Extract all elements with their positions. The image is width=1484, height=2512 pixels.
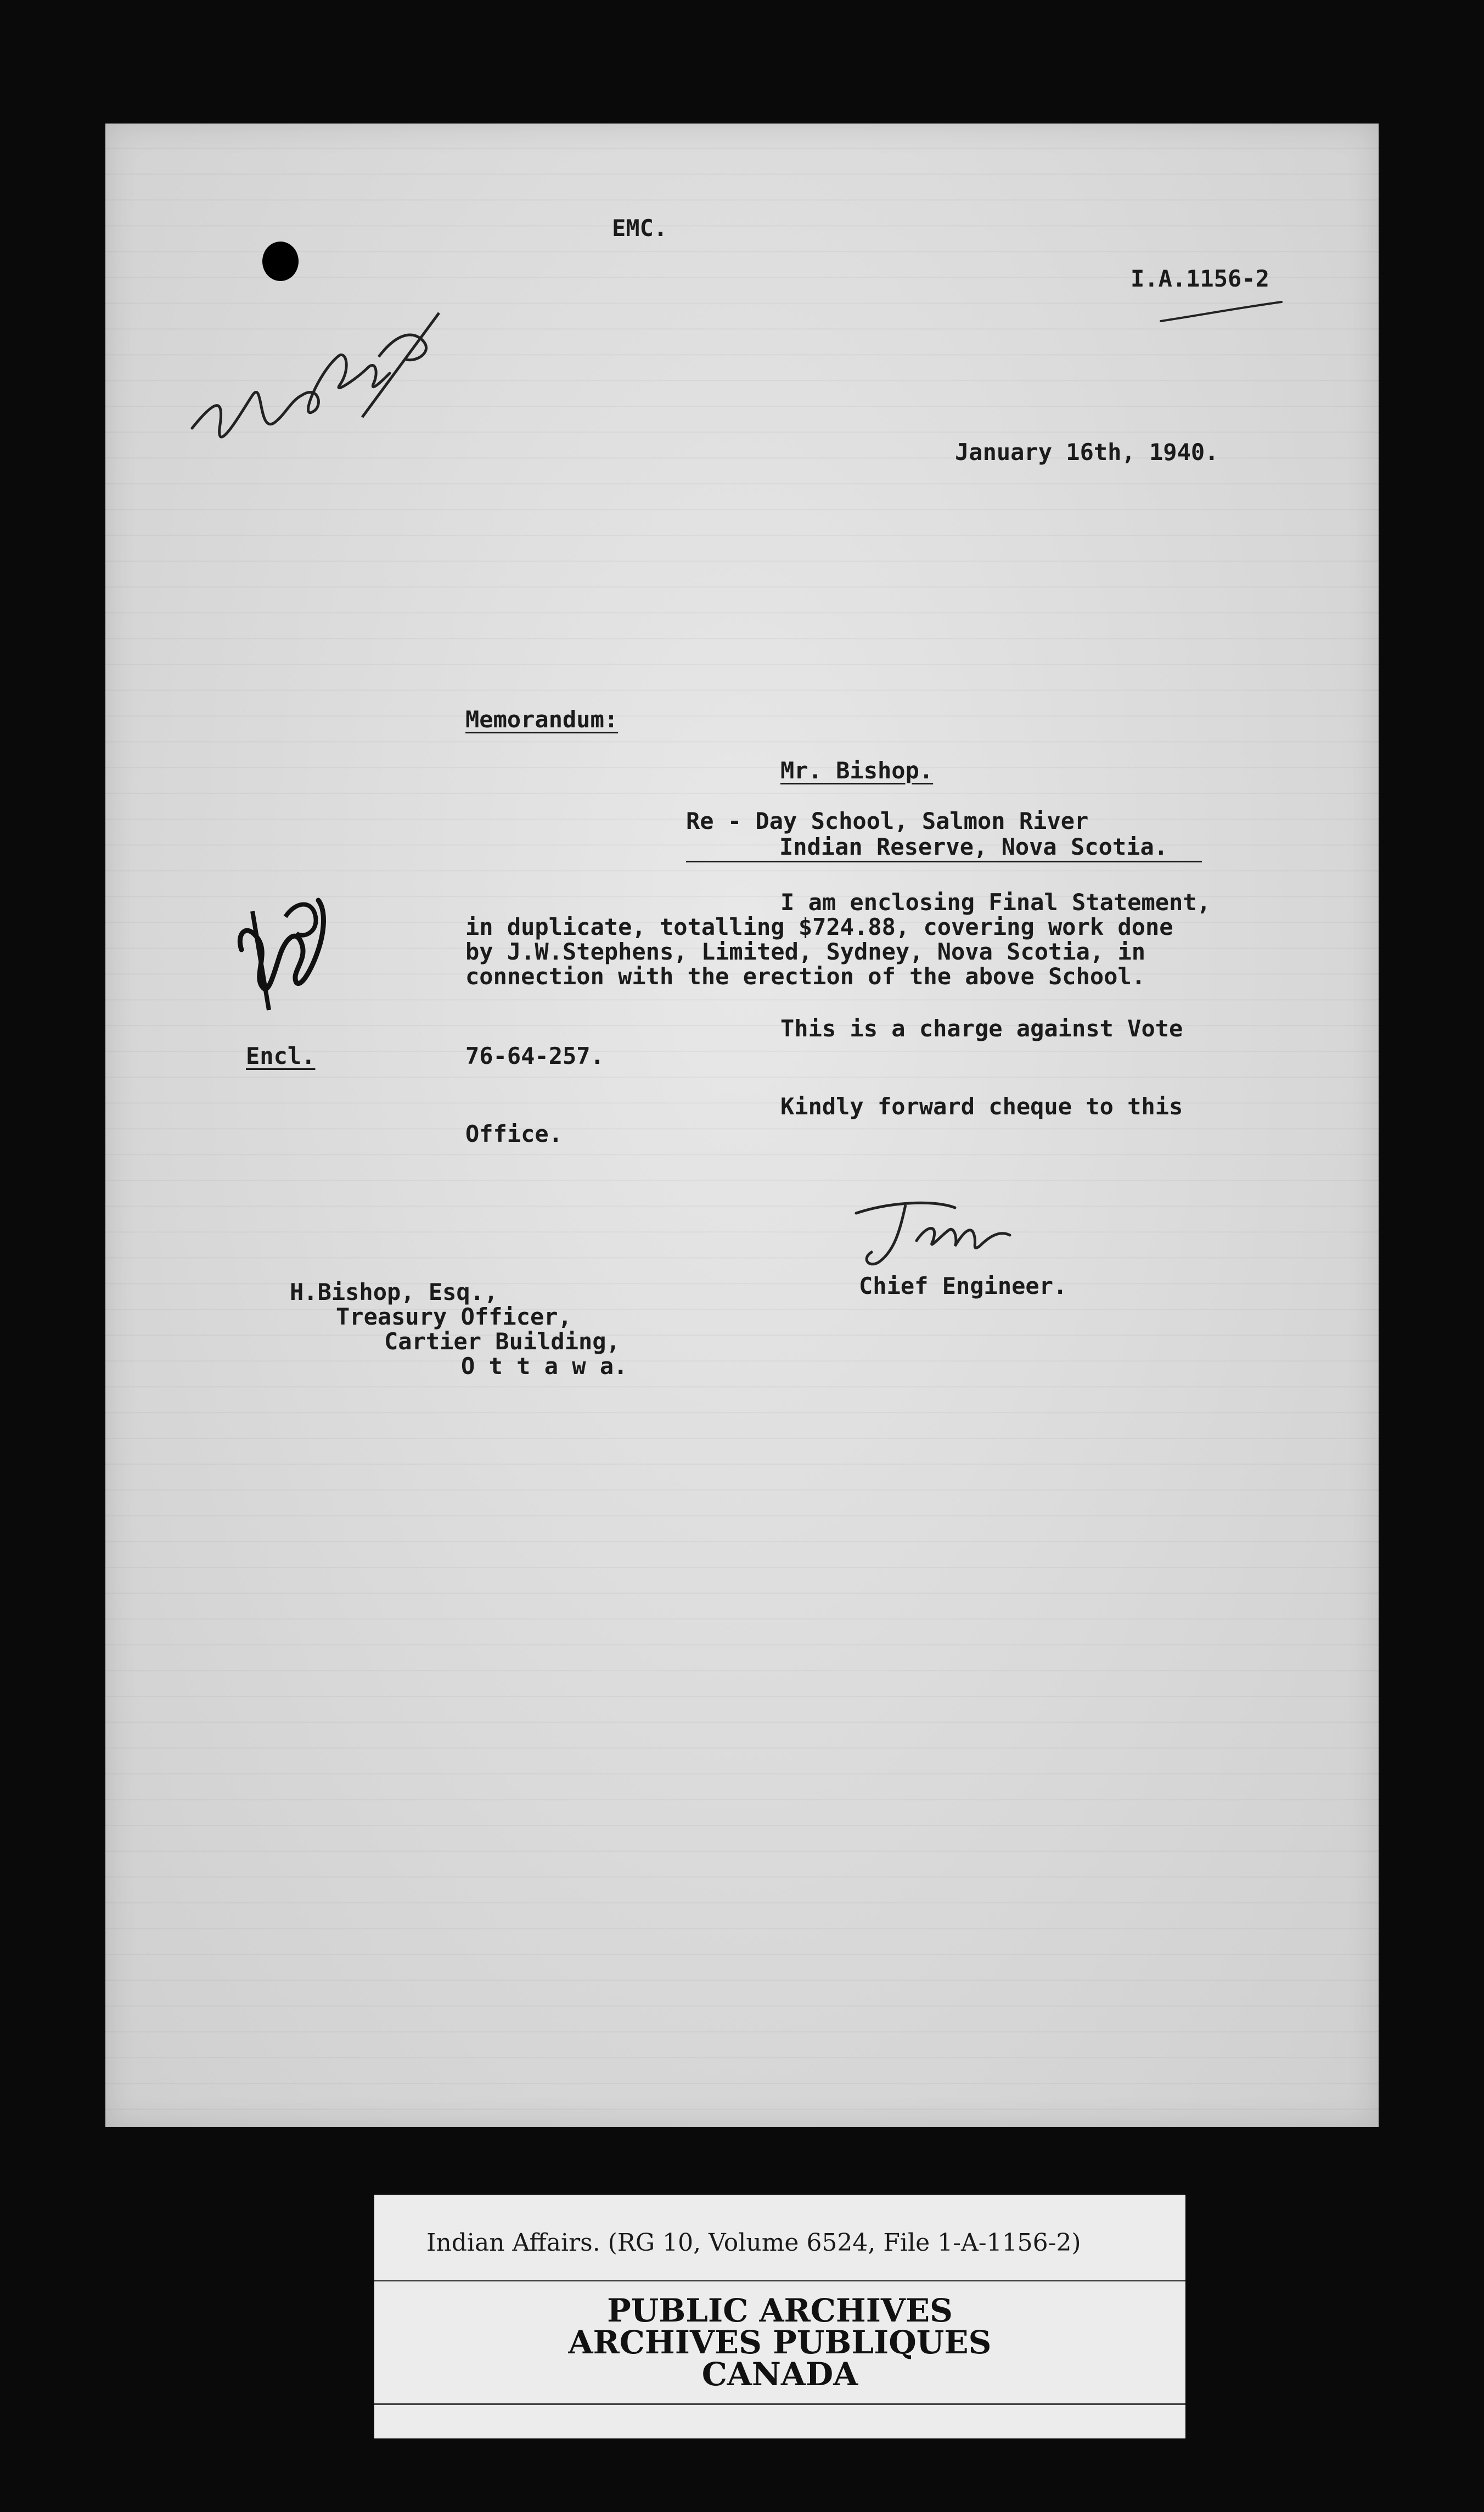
body-paragraph-1-line-3: by J.W.Stephens, Limited, Sydney, Nova Scotia, in xyxy=(465,938,1146,965)
archive-label xyxy=(374,2195,1185,2438)
handwritten-marginal-note xyxy=(231,878,340,1027)
body-paragraph-1-line-1: I am enclosing Final Statement, xyxy=(780,889,1211,916)
enclosure-note: Encl. xyxy=(246,1042,316,1069)
recipient-line-1: H.Bishop, Esq., xyxy=(290,1279,498,1305)
recipient-line-4: O t t a w a. xyxy=(461,1353,628,1380)
recipient-line-2: Treasury Officer, xyxy=(336,1303,572,1330)
archive-line-2: ARCHIVES PUBLIQUES xyxy=(568,2324,992,2361)
punch-hole xyxy=(262,242,299,281)
re-line-2: Indian Reserve, Nova Scotia. xyxy=(779,833,1168,860)
body-paragraph-2-line-2: 76-64-257. xyxy=(465,1042,604,1069)
archive-reference: Indian Affairs. (RG 10, Volume 6524, File 1-A-1156-2) xyxy=(426,2229,1081,2257)
signature xyxy=(845,1191,1032,1279)
addressee: Mr. Bishop. xyxy=(780,757,934,784)
letter-date: January 16th, 1940. xyxy=(955,439,1219,466)
recipient-line-3: Cartier Building, xyxy=(384,1328,620,1355)
file-ref-underline xyxy=(1158,296,1284,329)
archive-label-reference-box xyxy=(374,2195,1185,2281)
archive-label-divider xyxy=(374,2403,1185,2405)
archive-line-1: PUBLIC ARCHIVES xyxy=(607,2292,953,2329)
body-paragraph-3-line-1: Kindly forward cheque to this xyxy=(780,1093,1183,1120)
body-paragraph-1-line-4: connection with the erection of the above School. xyxy=(465,963,1146,990)
re-line-1: Re - Day School, Salmon River xyxy=(686,808,1089,834)
body-paragraph-2-line-1: This is a charge against Vote xyxy=(780,1015,1183,1042)
re-underline xyxy=(686,861,1202,862)
memo-heading: Memorandum: xyxy=(465,706,619,733)
typist-initials: EMC. xyxy=(612,215,668,242)
archive-line-3: CANADA xyxy=(701,2356,858,2393)
handwritten-initials-top xyxy=(181,291,466,489)
body-paragraph-1-line-2: in duplicate, totalling $724.88, covering work done xyxy=(465,913,1173,940)
body-paragraph-3-line-2: Office. xyxy=(465,1120,563,1147)
signature-title: Chief Engineer. xyxy=(859,1272,1067,1299)
file-reference: I.A.1156-2 xyxy=(1131,265,1269,292)
